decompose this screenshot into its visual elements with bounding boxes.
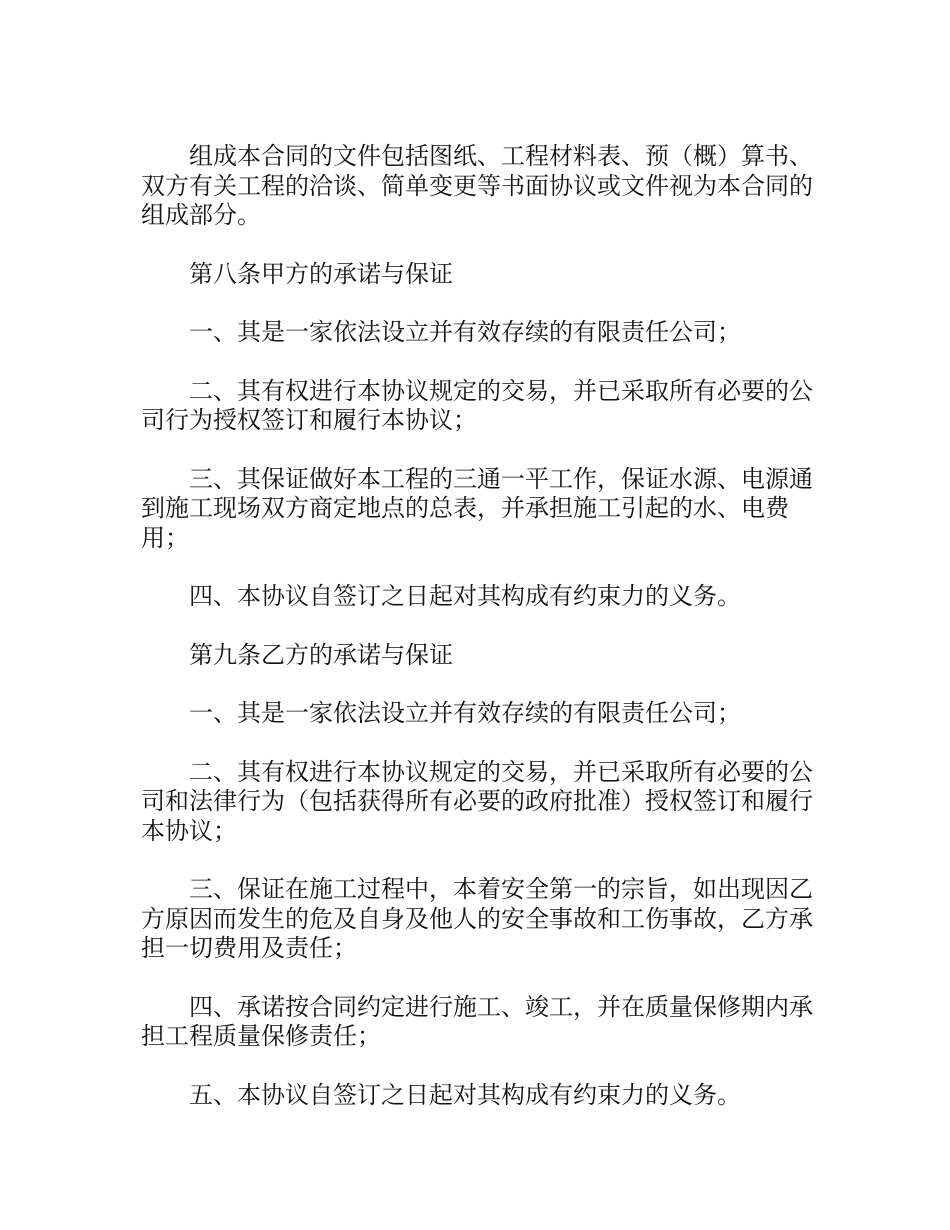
paragraph-party-a-2: 二、其有权进行本协议规定的交易，并已采取所有必要的公司行为授权签订和履行本协议；: [141, 376, 813, 434]
heading-article-8: 第八条甲方的承诺与保证: [189, 259, 453, 288]
paragraph-party-a-3: 三、其保证做好本工程的三通一平工作，保证水源、电源通到施工现场双方商定地点的总表，并承担施工引起的水、电费用；: [141, 464, 813, 552]
paragraph-party-b-4: 四、承诺按合同约定进行施工、竣工，并在质量保修期内承担工程质量保修责任；: [141, 992, 813, 1050]
paragraph-party-a-1: 一、其是一家依法设立并有效存续的有限责任公司；: [189, 318, 741, 346]
paragraph-party-b-5: 五、本协议自签订之日起对其构成有约束力的义务。: [189, 1080, 741, 1109]
paragraph-party-b-3: 三、保证在施工过程中，本着安全第一的宗旨，如出现因乙方原因而发生的危及自身及他人的安全事故和工伤事故，乙方承担一切费用及责任；: [141, 875, 813, 962]
heading-article-9: 第九条乙方的承诺与保证: [189, 640, 453, 669]
paragraph-contract-documents: 组成本合同的文件包括图纸、工程材料表、预（概）算书、双方有关工程的洽谈、简单变更等书面协议或文件视为本合同的组成部分。: [141, 142, 813, 229]
document-body: [141, 142, 821, 1110]
paragraph-party-a-4: 四、本协议自签订之日起对其构成有约束力的义务。: [189, 582, 741, 610]
paragraph-party-b-2: 二、其有权进行本协议规定的交易，并已采取所有必要的公司和法律行为（包括获得所有必要的政府批准）授权签订和履行本协议；: [141, 757, 813, 845]
paragraph-party-b-1: 一、其是一家依法设立并有效存续的有限责任公司；: [189, 699, 741, 727]
